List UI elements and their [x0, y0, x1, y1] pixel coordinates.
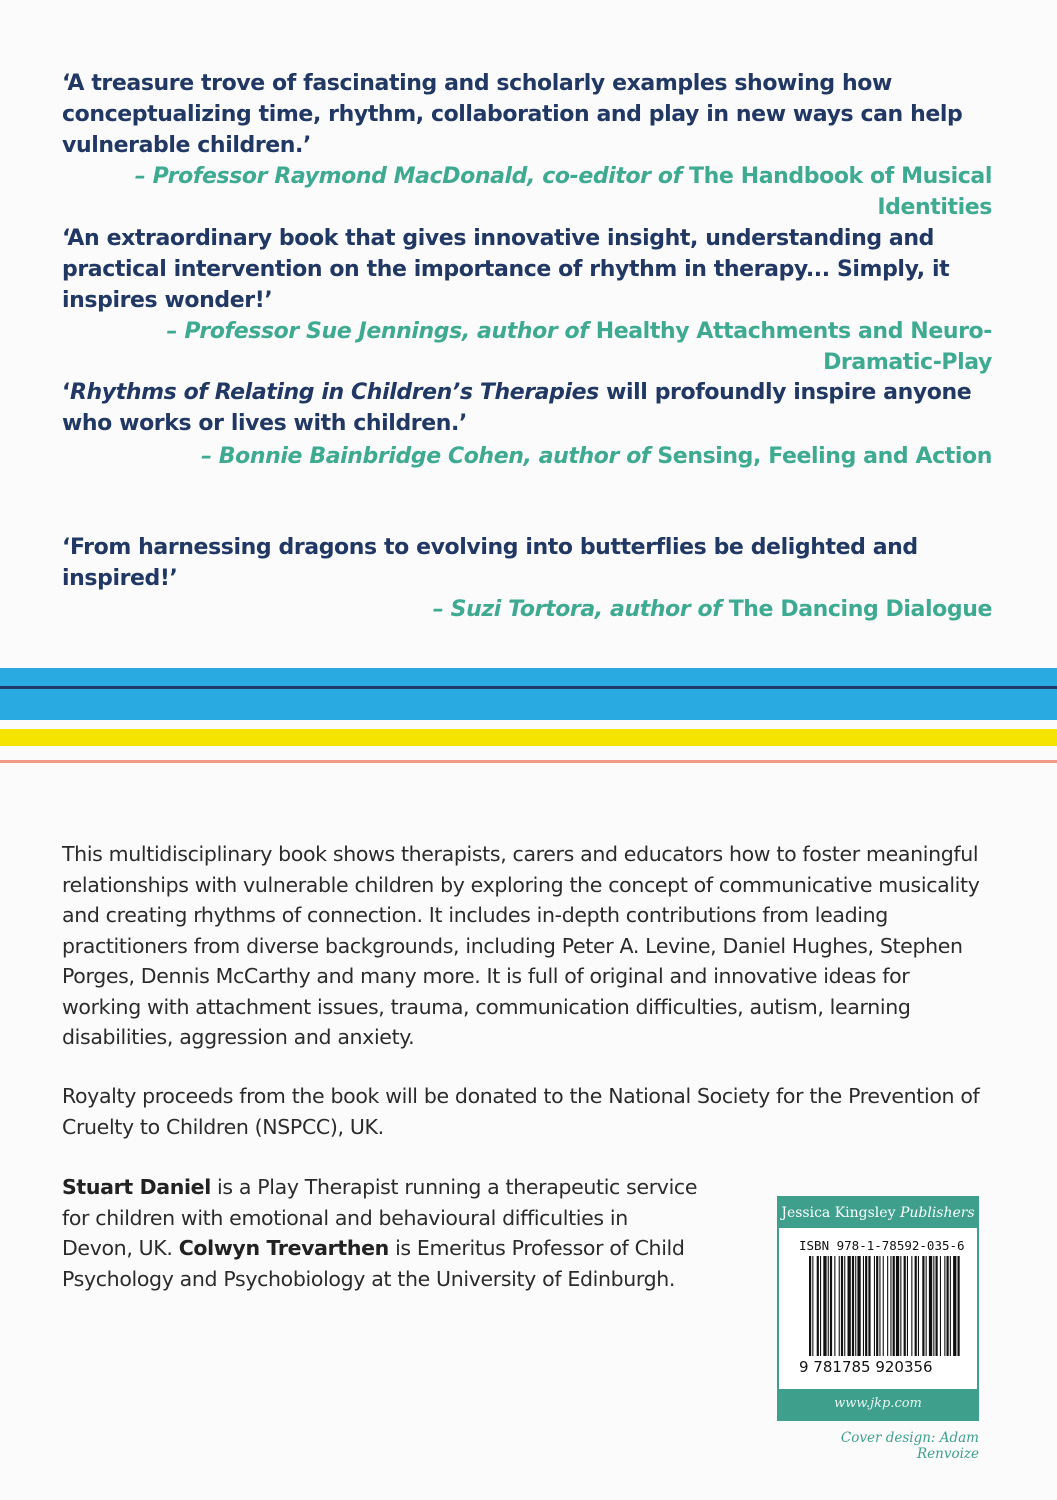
- barcode-bar: [839, 1256, 840, 1364]
- barcode-bar: [904, 1256, 906, 1364]
- barcode-bar: [812, 1256, 813, 1364]
- barcode-bar: [933, 1256, 934, 1364]
- endorsement-quote-2: [62, 223, 992, 378]
- attribution-work: Healthy Attachments and Neuro-Dramatic-Play: [595, 319, 992, 375]
- barcode-bar: [820, 1256, 821, 1364]
- barcode-bar: [876, 1256, 878, 1364]
- barcode-bar: [929, 1256, 932, 1364]
- barcode-bar: [958, 1256, 960, 1364]
- barcode-bar: [911, 1256, 912, 1364]
- publisher-italic: Publishers: [899, 1205, 975, 1221]
- quote-body: will profoundly inspire anyone who works or lives with children.’: [62, 380, 972, 436]
- barcode-bar: [830, 1256, 832, 1364]
- barcode-bar: [841, 1256, 843, 1364]
- barcode-bar: [879, 1256, 880, 1364]
- author-bio: [62, 1172, 702, 1294]
- quote-book-title: Rhythms of Relating in Children’s Therapies: [69, 380, 599, 405]
- barcode-bar: [950, 1256, 951, 1364]
- barcode-bar: [900, 1256, 901, 1364]
- quote-text: [62, 377, 992, 439]
- yellow-stripe: [0, 729, 1057, 746]
- navy-line: [0, 686, 1057, 689]
- barcode-bar: [926, 1256, 927, 1364]
- description-paragraph: This multidisciplinary book shows therapists, carers and educators how to foster meaningful relationships with vulnerable children by exploring the concept of communicative musicality and creating rhythms of connection. It includes in-depth contributions from leading practitioners from diverse backgrounds, including Peter A. Levine, Daniel Hughes, Stephen Porges, Dennis McCarthy and many more. It is full of original and innovative ideas for working with attachment issues, trauma, communication difficulties, autism, learning disabilities, aggression and anxiety.: [62, 842, 980, 1049]
- author-desc-1: is a Play Therapist running a therapeutic service for children with emotional and behavioural difficulties in Devon, UK.: [62, 1175, 698, 1260]
- barcode-bar: [809, 1256, 811, 1364]
- bio-paragraph: [62, 1172, 702, 1294]
- barcode-bar: [817, 1256, 819, 1364]
- barcode-bar: [944, 1256, 945, 1364]
- attribution-work: The Dancing Dialogue: [728, 597, 992, 622]
- barcode-bar: [823, 1256, 826, 1364]
- barcode-bar: [883, 1256, 884, 1364]
- quote-attribution: [62, 594, 992, 625]
- barcode-bar: [848, 1256, 851, 1364]
- barcode-bar: [857, 1256, 860, 1364]
- publisher-website: www.jkp.com: [779, 1389, 977, 1419]
- attribution-work: The Handbook of Musical Identities: [689, 164, 992, 220]
- endorsement-quote-3: [62, 377, 992, 472]
- royalty-note: [62, 1081, 992, 1142]
- barcode-bar: [887, 1256, 888, 1364]
- barcode-bar: [890, 1256, 891, 1364]
- author-name-2: Colwyn Trevarthen: [178, 1236, 389, 1260]
- author-name-1: Stuart Daniel: [62, 1175, 211, 1199]
- quote-text: ‘An extraordinary book that gives innovative insight, understanding and practical intervention on the importance of rhythm in therapy... Simply, it inspires wonder!’: [62, 226, 950, 313]
- barcode-bar: [915, 1256, 917, 1364]
- barcode-bar: [896, 1256, 899, 1364]
- attribution-work: Sensing, Feeling and Action: [657, 444, 992, 469]
- pink-line: [0, 760, 1057, 763]
- barcode-bar: [953, 1256, 956, 1364]
- publisher-name: [779, 1198, 977, 1228]
- attribution-name: – Professor Raymond MacDonald, co-editor of: [134, 164, 682, 189]
- isbn-text: ISBN 978-1-78592-035-6: [799, 1238, 965, 1253]
- attribution-name: – Bonnie Bainbridge Cohen, author of: [200, 444, 651, 469]
- barcode-bar: [863, 1256, 864, 1364]
- barcode-bar: [834, 1256, 835, 1364]
- barcode-bar: [947, 1256, 949, 1364]
- endorsement-quote-4: [62, 532, 992, 625]
- barcode-bar: [855, 1256, 856, 1364]
- barcode-bar: [874, 1256, 875, 1364]
- barcode-bar: [852, 1256, 854, 1364]
- barcode-digits: 9 781785 920356: [799, 1358, 933, 1376]
- quote-attribution: [62, 161, 992, 223]
- quote-attribution: [62, 441, 992, 472]
- quote-text: ‘A treasure trove of fascinating and scholarly examples showing how conceptualizing time, rhythm, collaboration and play in new ways can help vulnerable children.’: [62, 71, 963, 158]
- barcode-bar: [828, 1256, 829, 1364]
- attribution-name: – Professor Sue Jennings, author of: [166, 319, 589, 344]
- barcode-bar: [893, 1256, 895, 1364]
- author-desc-2: is Emeritus Professor of Child Psychology and Psychobiology at the University of Edinburgh.: [62, 1236, 685, 1291]
- barcode-bar: [922, 1256, 924, 1364]
- cover-design-credit: Cover design: Adam Renvoize: [840, 1430, 979, 1462]
- barcode-bar: [918, 1256, 919, 1364]
- attribution-name: – Suzi Tortora, author of: [432, 597, 722, 622]
- barcode-bar: [936, 1256, 938, 1364]
- quote-attribution: [62, 316, 992, 378]
- book-description: [62, 839, 992, 1053]
- blue-stripe: [0, 668, 1057, 720]
- quote-text: ‘From harnessing dragons to evolving into butterflies be delighted and inspired!’: [62, 535, 918, 591]
- royalty-paragraph: Royalty proceeds from the book will be donated to the National Society for the Prevention of Cruelty to Children (NSPCC), UK.: [62, 1084, 980, 1139]
- barcode-bar: [844, 1256, 845, 1364]
- barcode-bar: [940, 1256, 941, 1364]
- barcode-bar: [865, 1256, 867, 1364]
- endorsement-quote-1: [62, 68, 992, 223]
- barcode-icon: [793, 1256, 965, 1376]
- publisher-main: Jessica Kingsley: [781, 1205, 896, 1221]
- barcode-panel: [777, 1196, 979, 1421]
- barcode-bar: [907, 1256, 908, 1364]
- barcode-bar: [868, 1256, 870, 1364]
- quote-open: ‘: [62, 380, 70, 405]
